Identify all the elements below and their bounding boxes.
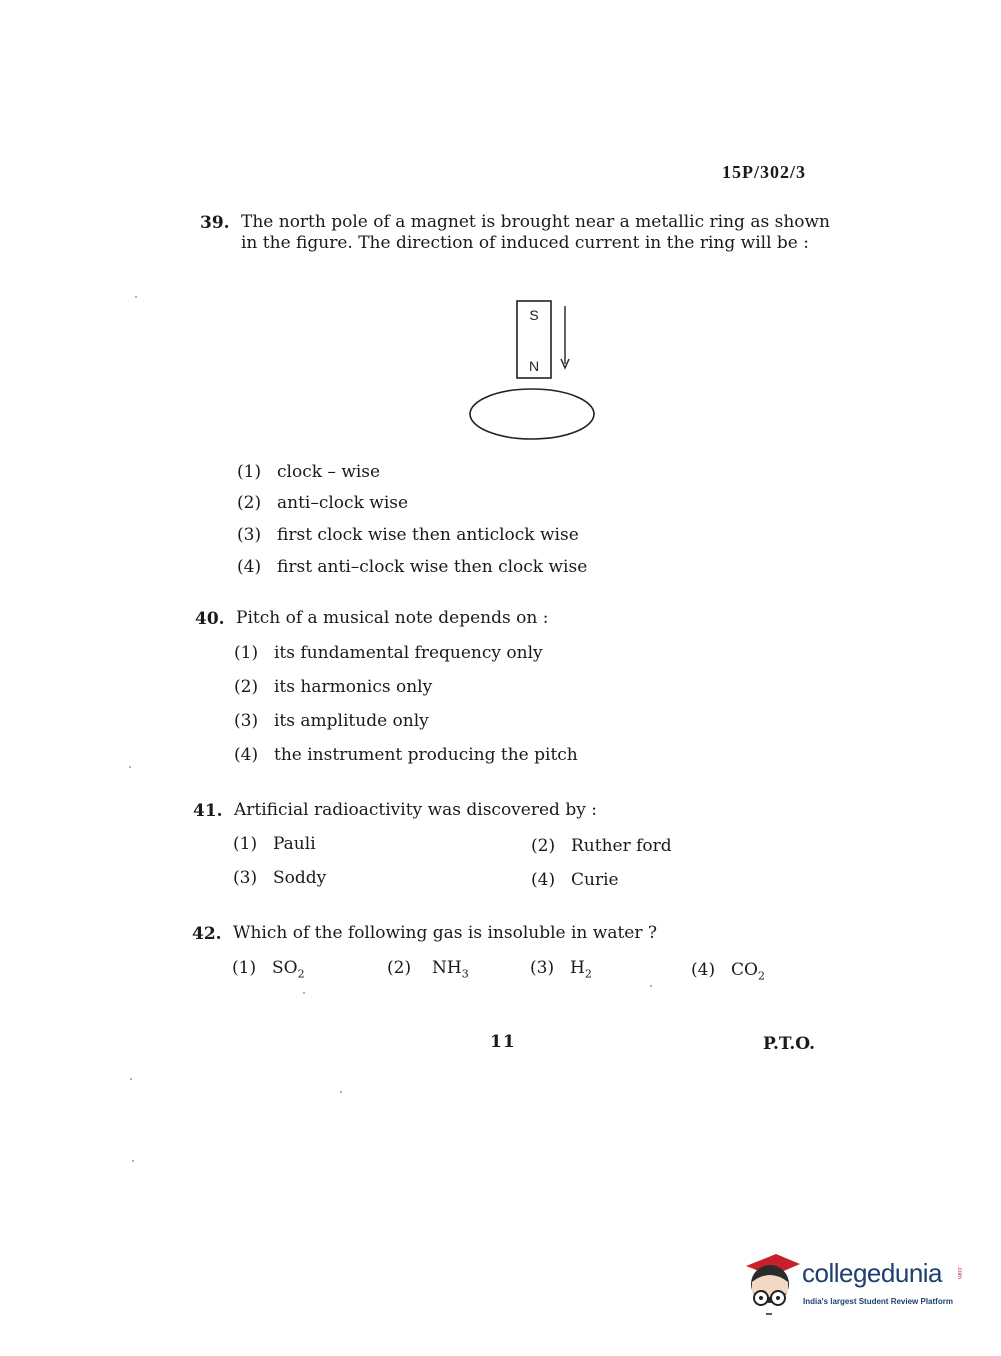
question-number: 39. xyxy=(200,213,230,233)
option: (2) anti–clock wise xyxy=(237,493,409,513)
question-number: 41. xyxy=(193,801,223,821)
question-number: 42. xyxy=(192,924,222,944)
option: (1) $SO_2$ xyxy=(232,958,305,981)
metallic-ring xyxy=(470,389,594,439)
pto-label: P.T.O. xyxy=(763,1034,815,1054)
option: (3) first clock wise then anticlock wise xyxy=(237,525,579,545)
speck xyxy=(135,296,137,298)
brand-tagline: India's largest Student Review Platform xyxy=(803,1297,953,1306)
brand-suffix: .com xyxy=(956,1266,962,1280)
question-text: Pitch of a musical note depends on : xyxy=(236,608,549,628)
question-text: Artificial radioactivity was discovered by : xyxy=(234,800,597,820)
option: (4) Curie xyxy=(531,870,619,890)
option: (4) first anti–clock wise then clock wise xyxy=(237,557,588,577)
option: (3) $H_2$ xyxy=(530,958,592,981)
speck xyxy=(650,985,652,987)
paper-code: 15P/302/3 xyxy=(722,162,806,182)
option: (2) $NH_3$ xyxy=(387,958,469,981)
collegedunia-watermark xyxy=(742,1252,972,1322)
magnet-ring-figure xyxy=(460,296,610,446)
speck xyxy=(130,1078,132,1080)
option: (1) Pauli xyxy=(233,834,316,854)
option: (1) its fundamental frequency only xyxy=(234,643,543,663)
speck xyxy=(129,766,131,768)
option: (4) the instrument producing the pitch xyxy=(234,745,578,765)
question-number: 40. xyxy=(195,609,225,629)
magnet-south-label: S xyxy=(529,307,539,323)
speck xyxy=(132,1160,134,1162)
speck xyxy=(340,1091,342,1093)
option: (4) $CO_2$ xyxy=(691,960,765,983)
option: (3) Soddy xyxy=(233,868,327,888)
question-text: Which of the following gas is insoluble in water ? xyxy=(233,923,658,943)
question-text: The north pole of a magnet is brought near a metallic ring as shown in the figure. The direction of induced current in the ring will be : xyxy=(241,212,831,253)
mascot-logo-icon xyxy=(742,1252,800,1316)
option: (2) its harmonics only xyxy=(234,677,433,697)
option: (2) Ruther ford xyxy=(531,836,672,856)
option: (1) clock – wise xyxy=(237,462,381,482)
brand-name: collegedunia xyxy=(802,1258,943,1288)
magnet-north-label: N xyxy=(528,358,540,374)
page-number: 11 xyxy=(490,1032,516,1052)
speck xyxy=(303,992,305,994)
option: (3) its amplitude only xyxy=(234,711,429,731)
